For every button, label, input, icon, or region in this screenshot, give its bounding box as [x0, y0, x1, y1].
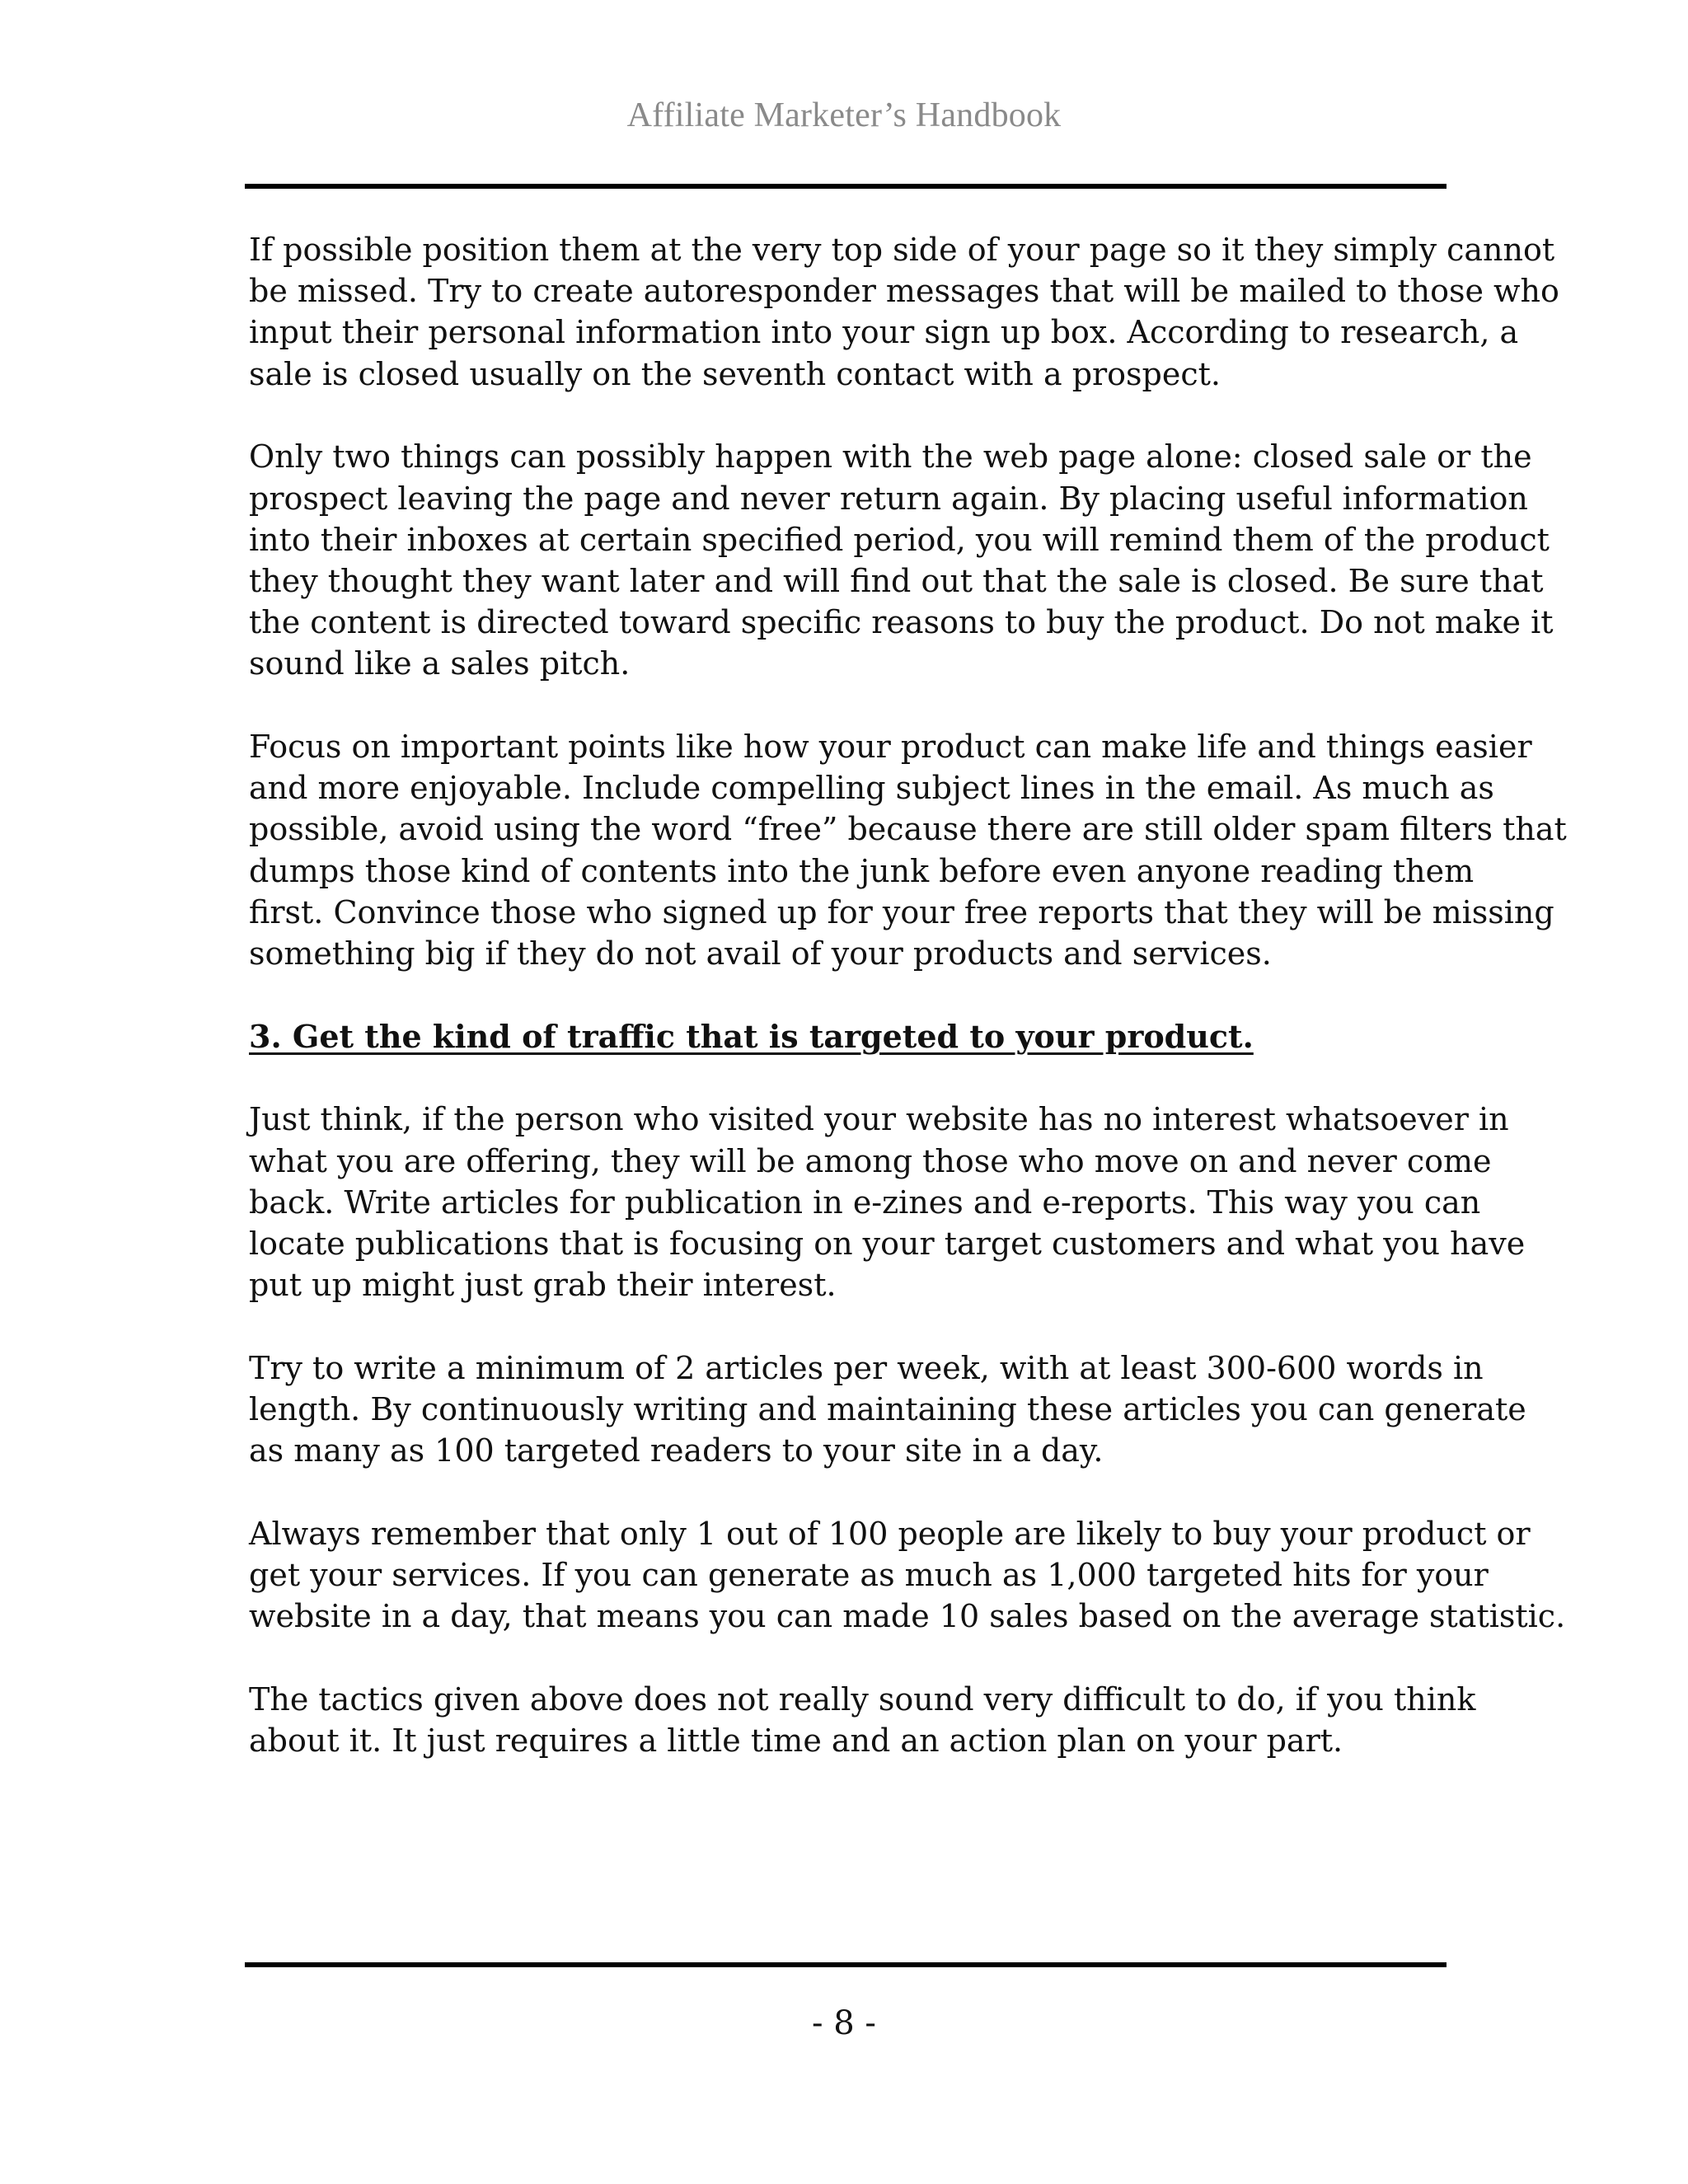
paragraph — [249, 1347, 1526, 1472]
paragraph — [249, 436, 1554, 684]
paragraph-line: If possible position them at the very top side of your page so it they simply cannot — [249, 232, 1555, 268]
paragraph-line: back. Write articles for publication in e-zines and e-reports. This way you can — [249, 1183, 1481, 1221]
header-divider — [245, 184, 1447, 189]
paragraph — [249, 726, 1567, 974]
page-number: - 8 - — [812, 2004, 876, 2042]
paragraph-line: possible, avoid using the word “free” because there are still older spam filters that — [249, 811, 1567, 848]
paragraph-line: sound like a sales pitch. — [249, 645, 631, 682]
paragraph-line: get your services. If you can generate as much as 1,000 targeted hits for your — [249, 1557, 1489, 1594]
paragraph-line: the content is directed toward specific reasons to buy the product. Do not make it — [249, 604, 1554, 641]
paragraph-line: they thought they want later and will find out that the sale is closed. Be sure that — [249, 562, 1544, 599]
paragraph-line: prospect leaving the page and never return again. By placing useful information — [249, 480, 1528, 517]
paragraph-line: first. Convince those who signed up for your free reports that they will be missing — [249, 893, 1554, 930]
paragraph-line: sale is closed usually on the seventh contact with a prospect. — [249, 355, 1221, 392]
section-heading: 3. Get the kind of traffic that is targeted to your product. — [249, 1017, 1254, 1055]
paragraph — [249, 1679, 1476, 1761]
paragraph-line: something big if they do not avail of your products and services. — [249, 935, 1272, 972]
paragraph-line: dumps those kind of contents into the junk before even anyone reading them — [249, 852, 1475, 889]
paragraph-line: Focus on important points like how your product can make life and things easier — [249, 729, 1532, 766]
running-header: Affiliate Marketer’s Handbook — [626, 96, 1062, 134]
paragraph-line: be missed. Try to create autoresponder messages that will be mailed to those who — [249, 273, 1559, 310]
paragraph-line: input their personal information into your sign up box. According to research, a — [249, 314, 1519, 351]
paragraph-line: Always remember that only 1 out of 100 people are likely to buy your product or — [249, 1516, 1531, 1553]
paragraph-line: Only two things can possibly happen with the web page alone: closed sale or the — [249, 438, 1532, 476]
paragraph-line: about it. It just requires a little time and an action plan on your part. — [249, 1722, 1343, 1760]
paragraph-line: The tactics given above does not really sound very difficult to do, if you think — [249, 1681, 1476, 1718]
footer-divider — [245, 1962, 1447, 1967]
paragraph-line: as many as 100 targeted readers to your site in a day. — [249, 1432, 1104, 1469]
page-body — [249, 229, 1567, 1803]
paragraph-line: locate publications that is focusing on your target customers and what you have — [249, 1226, 1526, 1263]
paragraph-line: length. By continuously writing and maintaining these articles you can generate — [249, 1391, 1526, 1428]
paragraph-line: website in a day, that means you can made 10 sales based on the average statistic. — [249, 1598, 1566, 1635]
paragraph-line: and more enjoyable. Include compelling subject lines in the email. As much as — [249, 770, 1494, 807]
paragraph-line: put up might just grab their interest. — [249, 1267, 837, 1304]
paragraph — [249, 1099, 1526, 1305]
paragraph-line: Just think, if the person who visited your website has no interest whatsoever in — [249, 1101, 1509, 1138]
paragraph — [249, 1513, 1566, 1638]
paragraph-line: Try to write a minimum of 2 articles per week, with at least 300-600 words in — [249, 1349, 1484, 1386]
paragraph-line: into their inboxes at certain specified period, you will remind them of the product — [249, 521, 1550, 558]
paragraph — [249, 229, 1559, 395]
paragraph-line: what you are offering, they will be among those who move on and never come — [249, 1142, 1492, 1179]
